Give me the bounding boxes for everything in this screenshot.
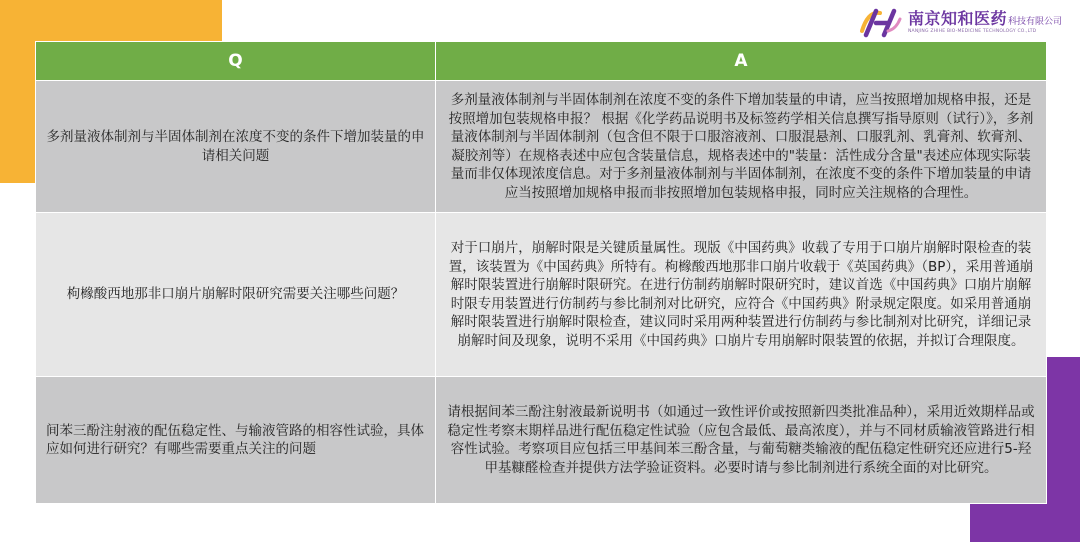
question-cell: 间苯三酚注射液的配伍稳定性、与输液管路的相容性试验，具体应如何进行研究？有哪些需要重点关注的问题	[36, 377, 436, 504]
zh-logo-icon	[858, 5, 902, 39]
qa-table	[35, 41, 1047, 504]
company-name-en: NANJING ZHIHE BIO-MEDICINE TECHNOLOGY CO.,LTD	[907, 29, 1037, 34]
table-row	[36, 377, 1047, 504]
table-row	[36, 213, 1047, 377]
answer-cell: 对于口崩片，崩解时限是关键质量属性。现版《中国药典》收载了专用于口崩片崩解时限检查的装置，该装置为《中国药典》所特有。枸橼酸西地那非口崩片收载于《英国药典》（BP），采用普通崩解时限装置进行崩解时限研究。在进行仿制药崩解时限研究时，建议首选《中国药典》口崩片崩解时限专用装置进行仿制药与参比制剂对比研究，应符合《中国药典》附录规定限度。如采用普通崩解时限装置进行崩解时限检查，建议同时采用两种装置进行仿制药与参比制剂对比研究，详细记录崩解时间及现象，说明不采用《中国药典》口崩片专用崩解时限装置的依据，并拟订合理限度。	[436, 213, 1047, 377]
header-q: Q	[36, 42, 436, 81]
company-name-cn: 南京知和医药	[907, 9, 1007, 28]
question-cell: 多剂量液体制剂与半固体制剂在浓度不变的条件下增加装量的申请相关问题	[36, 81, 436, 213]
answer-cell: 请根据间苯三酚注射液最新说明书（如通过一致性评价或按照新四类批准品种），采用近效期样品或稳定性考察末期样品进行配伍稳定性试验（应包含最低、最高浓度），并与不同材质输液管路进行相容性试验。考察项目应包括三甲基间苯三酚含量，与葡萄糖类输液的配伍稳定性研究还应进行5-羟甲基糠醛检查并提供方法学验证资料。必要时请与参比制剂进行系统全面的对比研究。	[436, 377, 1047, 504]
table-row	[36, 81, 1047, 213]
question-cell: 枸橼酸西地那非口崩片崩解时限研究需要关注哪些问题？	[36, 213, 436, 377]
answer-cell: 多剂量液体制剂与半固体制剂在浓度不变的条件下增加装量的申请，应当按照增加规格申报，还是按照增加包装规格申报？ 根据《化学药品说明书及标签药学相关信息撰写指导原则（试行）》，多剂量液体制剂与半固体制剂（包含但不限于口服溶液剂、口服混悬剂、口服乳剂、乳膏剂、软膏剂、凝胶剂等）在规格表述中应包含装量信息，规格表述中的"装量：活性成分含量"表述应体现实际装量而非仅体现浓度信息。对于多剂量液体制剂与半固体制剂，在浓度不变的条件下增加装量的申请应当按照增加规格申报而非按照增加包装规格申报，同时应关注规格的合理性。	[436, 81, 1047, 213]
table-header-row	[36, 42, 1047, 81]
company-name-suffix: 科技有限公司	[1007, 17, 1062, 27]
company-logo	[858, 4, 1062, 40]
header-a: A	[436, 42, 1047, 81]
